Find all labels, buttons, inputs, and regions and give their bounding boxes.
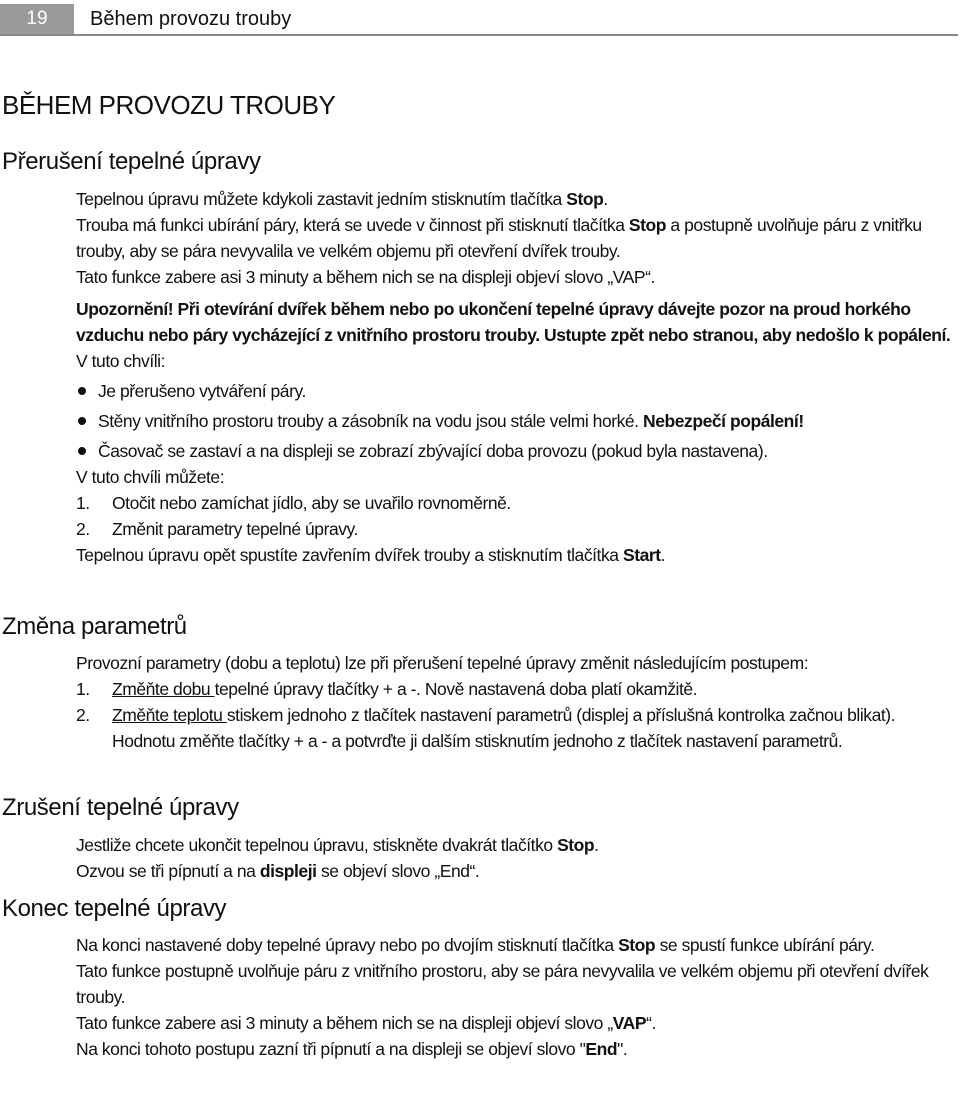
main-title: BĚHEM PROVOZU TROUBY [2,90,336,120]
warning-text: Upozornění! Při otevírání dvířek během nebo po ukončení tepelné úpravy dávejte pozor na proud horkého vzduchu nebo páry vycházející z vnitřního prostoru trouby. Ustupte zpět nebo stranou, aby nedošlo k popálení. [76,299,951,345]
section-body-interruption [76,186,960,568]
section-title-end: Konec tepelné úpravy [2,895,227,922]
section-body-end [76,932,960,1062]
bullet-icon [78,447,86,455]
paragraph: Tato funkce zabere asi 3 minuty a během nich se na displeji objeví slovo „VAP“. [76,1013,656,1033]
paragraph: Jestliže chcete ukončit tepelnou úpravu, stiskněte dvakrát tlačítko Stop. [76,835,599,855]
list-item: Stěny vnitřního prostoru trouby a zásobník na vodu jsou stále velmi horké. Nebezpečí popálení! [76,408,960,434]
page-number: 19 [0,4,74,34]
numbered-item: 1. Změňte dobu tepelné úpravy tlačítky + a -. Nově nastavená doba platí okamžitě. [76,679,698,699]
paragraph: Na konci tohoto postupu zazní tři pípnutí a na displeji se objeví slovo "End". [76,1039,628,1059]
paragraph: Na konci nastavené doby tepelné úpravy nebo po dvojím stisknutí tlačítka Stop se spustí funkce ubírání páry. [76,935,875,955]
paragraph: Tato funkce postupně uvolňuje páru z vnitřního prostoru, aby se pára nevyvalila ve velkém objemu při otevření dvířek trouby. [76,961,929,1007]
bullet-icon [78,417,86,425]
list-item: Je přerušeno vytváření páry. [76,378,960,404]
section-title-interruption: Přerušení tepelné úpravy [2,148,261,175]
paragraph: Tato funkce zabere asi 3 minuty a během nich se na displeji objeví slovo „VAP“. [76,267,655,287]
paragraph: V tuto chvíli můžete: [76,467,225,487]
page-header [0,4,958,36]
paragraph: Ozvou se tři pípnutí a na displeji se objeví slovo „End“. [76,861,480,881]
numbered-item: 2. Změnit parametry tepelné úpravy. [76,519,358,539]
list-item: Časovač se zastaví a na displeji se zobrazí zbývající doba provozu (pokud byla nastavena). [76,438,960,464]
header-title: Během provozu trouby [90,8,292,30]
numbered-item: 1. Otočit nebo zamíchat jídlo, aby se uvařilo rovnoměrně. [76,493,511,513]
paragraph: Tepelnou úpravu opět spustíte zavřením dvířek trouby a stisknutím tlačítka Start. [76,545,666,565]
paragraph: V tuto chvíli: [76,351,166,371]
numbered-item: 2. Změňte teplotu stiskem jednoho z tlačítek nastavení parametrů (displej a příslušná kontrolka začnou blikat). Hodnotu změňte tlačítky + a - a potvrďte ji dalším stisknutím jednoho z tlačítek nastavení parametrů. [76,705,896,751]
section-title-cancel: Zrušení tepelné úpravy [2,794,239,821]
section-title-parameters: Změna parametrů [2,613,187,640]
section-body-cancel [76,832,960,884]
paragraph: Provozní parametry (dobu a teplotu) lze při přerušení tepelné úpravy změnit následujícím postupem: [76,653,809,673]
bullet-icon [78,387,86,395]
paragraph: Tepelnou úpravu můžete kdykoli zastavit jedním stisknutím tlačítka Stop. [76,189,608,209]
section-body-parameters [76,650,960,754]
paragraph: Trouba má funkci ubírání páry, která se uvede v činnost při stisknutí tlačítka Stop a postupně uvolňuje páru z vnitřku trouby, aby se pára nevyvalila ve velkém objemu při otevření dvířek trouby. [76,215,922,261]
